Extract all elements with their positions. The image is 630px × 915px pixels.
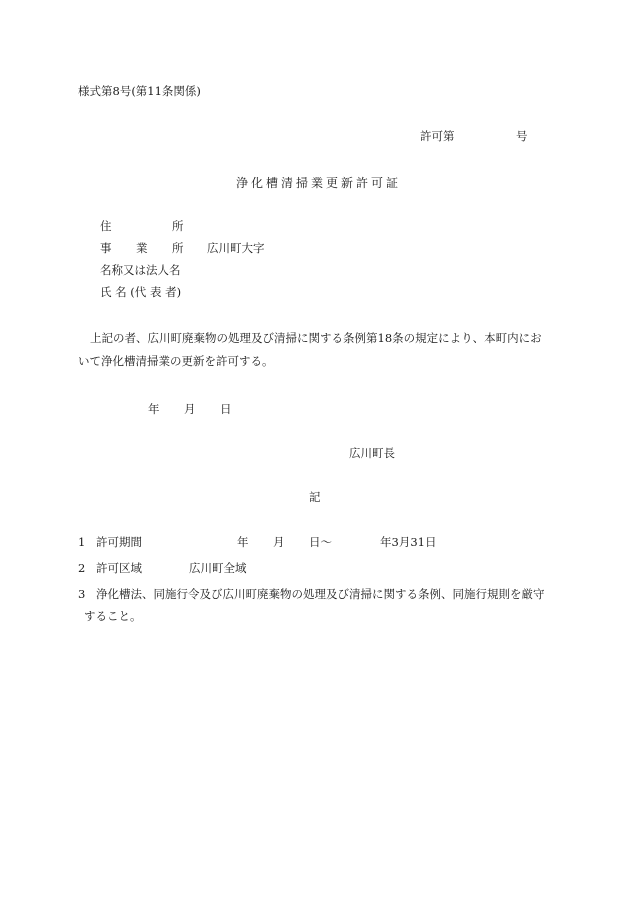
- date-month: 月: [184, 402, 196, 416]
- name-label: 名称又は法人名: [100, 263, 181, 277]
- representative-label: 氏 名 (代 表 者): [100, 285, 182, 299]
- condition-1-day-from: 日～: [309, 535, 332, 549]
- office-label-first: 事: [100, 241, 112, 255]
- address-label-last: 所: [172, 219, 184, 233]
- form-number: 様式第8号(第11条関係): [78, 84, 201, 98]
- condition-1-month: 月: [273, 535, 285, 549]
- permit-number-label: 許可第: [420, 129, 455, 143]
- address-label-first: 住: [100, 219, 112, 233]
- office-label-middle: 業: [136, 241, 148, 255]
- date-year: 年: [148, 402, 160, 416]
- ki-heading: 記: [309, 490, 321, 504]
- office-value: 広川町大字: [207, 241, 265, 255]
- condition-1-end-date: 年3月31日: [380, 535, 437, 549]
- permit-number-suffix: 号: [516, 129, 528, 143]
- condition-2-value: 広川町全域: [189, 561, 247, 575]
- condition-1-label: 許可期間: [96, 535, 142, 549]
- condition-3-number: 3: [78, 587, 86, 601]
- document-title: 浄化槽清掃業更新許可証: [236, 176, 402, 190]
- permit-statement: 上記の者、広川町廃棄物の処理及び清掃に関する条例第18条の規定により、本町内において浄化槽清掃業の更新を許可する。: [78, 331, 542, 368]
- date-day: 日: [220, 402, 232, 416]
- condition-3-continuation: すること。: [84, 609, 142, 623]
- condition-2-label: 許可区域: [96, 561, 142, 575]
- condition-1-number: 1: [78, 535, 86, 549]
- condition-1-year: 年: [237, 535, 249, 549]
- condition-3-text: 浄化槽法、同施行令及び広川町廃棄物の処理及び清掃に関する条例、同施行規則を厳守: [96, 587, 545, 601]
- office-label-last: 所: [172, 241, 184, 255]
- issuer: 広川町長: [349, 446, 395, 460]
- condition-2-number: 2: [78, 561, 86, 575]
